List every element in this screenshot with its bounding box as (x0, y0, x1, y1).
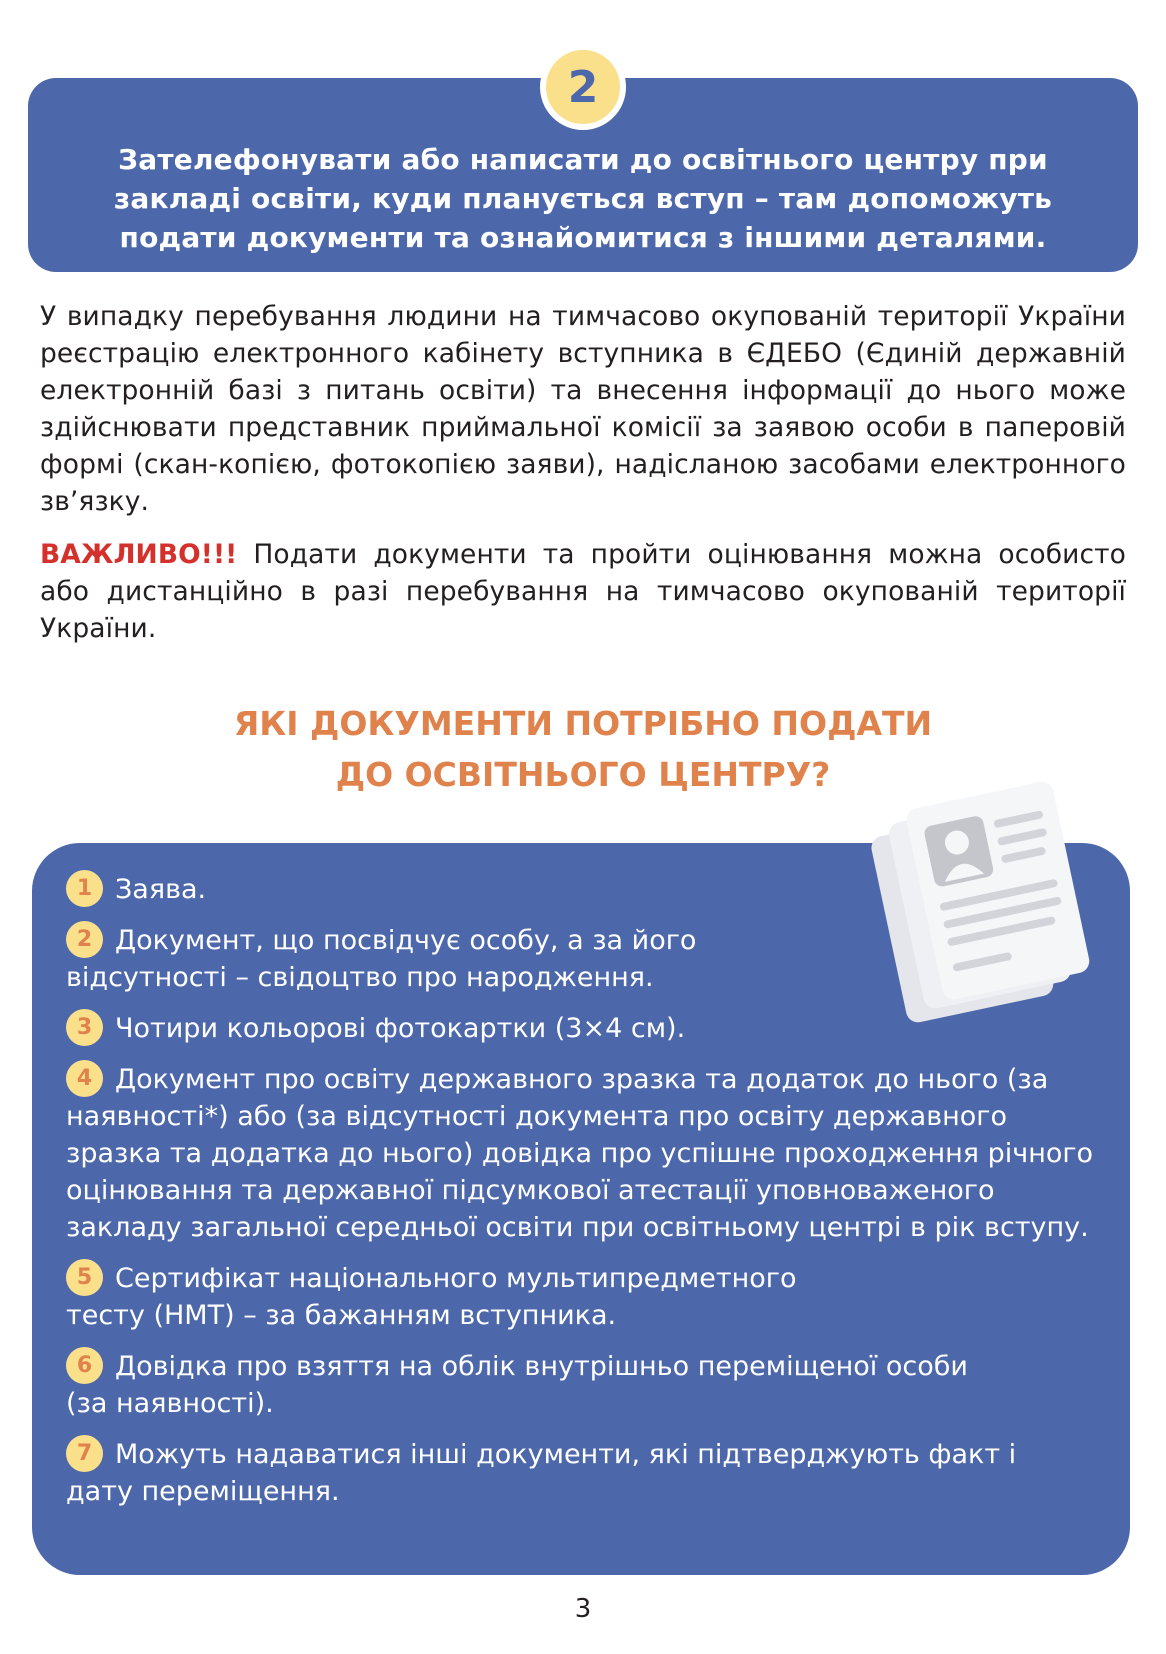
item-number: 2 (66, 921, 103, 958)
step-text: Зателефонувати або написати до освітнього центру при закладі освіти, куди планується вступ – там допоможуть подати документи та ознайомитися з іншими деталями. (113, 143, 1053, 254)
documents-icon (856, 778, 1096, 1038)
item-text: Можуть надаватися інші документи, які підтверджують факт і дату переміщення. (66, 1439, 1017, 1507)
heading-line-1: ЯКІ ДОКУМЕНТИ ПОТРІБНО ПОДАТИ (233, 704, 933, 743)
list-item (66, 1348, 1106, 1422)
item-text: Чотири кольорові фотокартки (3×4 см). (115, 1013, 686, 1044)
item-text: Документ про освіту державного зразка та додаток до нього (за наявності*) або (за відсутності документа про освіту державного зразка та додатка до нього) довідка про успішне проходження річного оцінювання та державної підсумкової атестації уповноваженого закладу загальної середньої освіти при освітньому центрі в рік вступу. (66, 1064, 1094, 1243)
item-text: Заява. (115, 874, 207, 905)
item-number: 3 (66, 1009, 103, 1046)
item-number: 7 (66, 1435, 103, 1472)
list-item (66, 1260, 1106, 1334)
item-number: 4 (66, 1060, 103, 1097)
important-label: ВАЖЛИВО!!! (40, 539, 238, 570)
item-number: 1 (66, 870, 103, 907)
item-text: Документ, що посвідчує особу, а за його відсутності – свідоцтво про народження. (66, 925, 697, 993)
list-item (66, 1061, 1106, 1246)
heading-line-2: ДО ОСВІТНЬОГО ЦЕНТРУ? (335, 755, 831, 794)
item-number: 6 (66, 1347, 103, 1384)
list-item (66, 1436, 1106, 1510)
item-number: 5 (66, 1259, 103, 1296)
item-text: Довідка про взяття на облік внутрішньо переміщеної особи (за наявності). (66, 1351, 968, 1419)
item-text: Сертифікат національного мультипредметного тесту (НМТ) – за бажанням вступника. (66, 1263, 797, 1331)
page-number: 3 (574, 1594, 592, 1624)
important-paragraph (40, 536, 1126, 647)
important-text: Подати документи та пройти оцінювання можна особисто або дистанційно в разі перебування на тимчасово окупованій території України. (40, 539, 1126, 644)
info-paragraph: У випадку перебування людини на тимчасово окупованій території України реєстрацію електронного кабінету вступника в ЄДЕБО (Єдиній державній електронній базі з питань освіти) та внесення інформації до нього може здійснювати представник приймальної комісії за заявою особи в паперовій формі (скан-копією, фотокопією заяви), надісланою засобами електронного зв’язку. (40, 301, 1126, 517)
step-number-badge: 2 (540, 44, 626, 130)
